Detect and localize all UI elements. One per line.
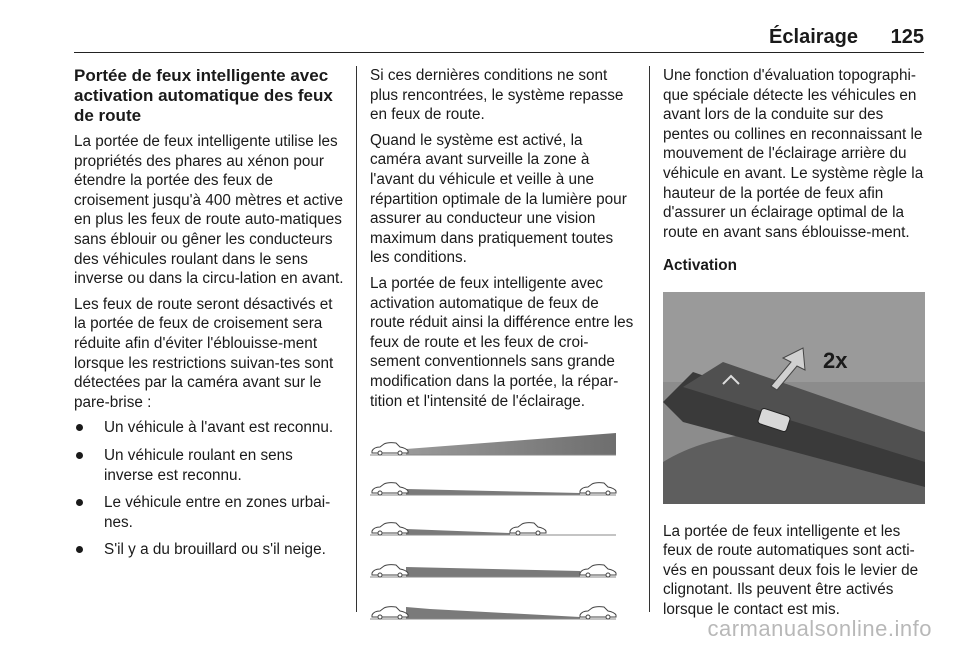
subsection-heading: Activation: [663, 257, 737, 275]
column-divider: [356, 66, 357, 612]
turn-signal-lever-photo: [663, 292, 925, 504]
column-middle: [370, 66, 634, 654]
watermark: carmanualsonline.info: [707, 616, 932, 641]
scenario-oncoming-vehicle: [370, 483, 616, 495]
scenario-high-beam: [370, 433, 616, 455]
list-item-text: Le véhicule entre en zones urbai-nes.: [104, 494, 331, 531]
list-item: [74, 540, 346, 560]
list-item: [74, 418, 346, 438]
restriction-list: [74, 418, 346, 560]
list-item-text: Un véhicule à l'avant est reconnu.: [104, 419, 334, 437]
paragraph: Les feux de route seront désactivés et la portée de feux de croisement sera réduite afin d'éviter l'éblouisse-ment lorsque les restrictions suivan-tes sont détectées par la caméra avant sur le pare-brise :: [74, 295, 334, 411]
list-item-text: Un véhicule roulant en sens inverse est reconnu.: [104, 446, 293, 484]
scenario-masked-beam: [370, 607, 616, 619]
paragraph: Quand le système est activé, la caméra avant surveille la zone à l'avant du véhicule et veille à une répartition optimale de la lumière pour assurer au conducteur une vision maximum dans pratiquement toutes les conditions.: [370, 131, 627, 267]
press-twice-label: 2x: [823, 347, 848, 373]
scenario-partial-beam: [370, 565, 616, 577]
paragraph: Une fonction d'évaluation topographi-que spéciale détecte les véhicules en avant lors de la conduite sur des pentes ou collines en reconnaissant le mouvement de l'éclairage arrière du véhicule en avant. Le système règle la hauteur de la portée de feux afin d'assurer un éclairage optimal de la route en avant sans éblouisse-ment.: [663, 67, 924, 241]
bullet-icon: [76, 452, 83, 459]
paragraph: La portée de feux intelligente utilise les propriétés des phares au xénon pour étendre la portée des feux de croisement jusqu'à 400 mètres et active en plus les feux de route auto-matiques sans éblouir ou gêner les conducteurs des véhicules roulant dans le sens inverse ou dans la circu-lation en avant.: [74, 133, 344, 288]
column-divider: [649, 66, 650, 612]
paragraph: Si ces dernières conditions ne sont plus rencontrées, le système repasse en feux de route.: [370, 67, 624, 124]
bullet-icon: [76, 424, 83, 431]
scenario-vehicle-ahead: [370, 523, 616, 535]
section-title: Éclairage: [769, 26, 858, 48]
column-right: [663, 66, 927, 626]
paragraph: La portée de feux intelligente avec activation automatique de feux de route réduit ainsi la différence entre les feux de route et les feux de croi-sement conventionnels sans grande modification dans la portée, la répar-tition et l'intensité de l'éclairage.: [370, 274, 634, 410]
column-left: [74, 66, 346, 568]
page-number: 125: [890, 26, 924, 48]
paragraph: La portée de feux intelligente et les feux de route automatiques sont acti-vés en poussant deux fois le levier de clignotant. Ils peuvent être activés lorsque le contact est mis.: [663, 522, 919, 618]
bullet-icon: [76, 499, 83, 506]
section-heading: Portée de feux intelligente avec activation automatique des feux de route: [74, 66, 333, 125]
page-header: [74, 26, 924, 53]
list-item: [74, 446, 346, 485]
light-distribution-diagram: [370, 433, 620, 648]
bullet-icon: [76, 546, 83, 553]
list-item-text: S'il y a du brouillard ou s'il neige.: [104, 541, 326, 559]
list-item: [74, 493, 346, 532]
